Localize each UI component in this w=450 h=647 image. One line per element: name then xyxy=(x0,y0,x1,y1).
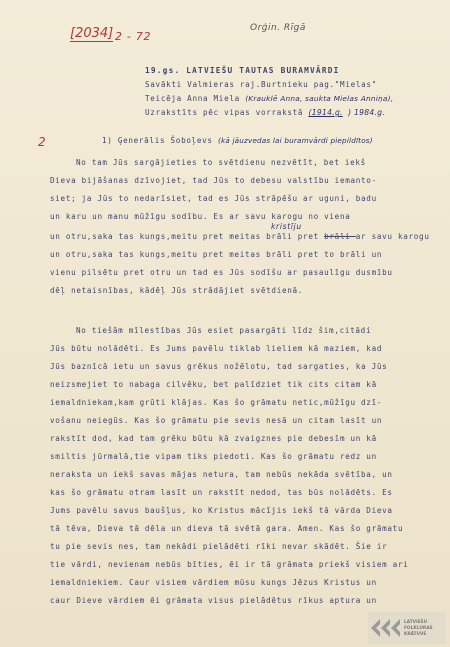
body-line: un otru,saka tas kungs,meitu pret meitas brāli pret brāli ar savu karogu xyxy=(50,232,430,241)
body-line: Jums pavēlu savus baušļus, ko Kristus mācījis iekš tā vārda Dieva xyxy=(50,506,393,515)
archive-code-stamp: [2034] xyxy=(70,26,114,41)
body-line: tu pie sevis nes, tam nekādi pielādēti rīki nevar skādēt. Šie ir xyxy=(50,542,388,551)
body-line: vienu pilsētu pret otru un tad es Jūs sodīšu ar pasaulīgu dusmību xyxy=(50,268,393,277)
body-line: iemaldniekam,kam grūti klājas. Kas šo grāmatu netic,mūžīgu dzī- xyxy=(50,398,383,407)
body-line: kas šo grāmatu otram lasīt un rakstīt nedod, tas būs nolādēts. Es xyxy=(50,488,393,497)
document-title: 19.gs. LATVIEŠU TAUTAS BURAMVĀRDI xyxy=(145,66,340,75)
body-line: un otru,saka tas kungs,meitu pret meitas brāli pret to brāli un xyxy=(50,250,383,259)
body-line: siet; ja Jūs to nedarīsiet, tad es Jūs strāpēšu ar uguni, badu xyxy=(50,194,377,203)
logo-line-2: FOLKLORAS xyxy=(404,626,433,631)
archive-logo xyxy=(368,612,446,644)
body-line: No tam Jūs sargājieties to svētdienu nezvētīt, bet iekš xyxy=(76,158,366,167)
body-line: un karu un manu mūžīgu sodību. Es ar savu karogu no viena xyxy=(50,212,351,221)
body-line: vošanu neiegūs. Kas šo grāmatu pie sevis nesā un citam lasīt un xyxy=(50,416,383,425)
body-line: Dieva bijāšanas dzīvojiet, tad Jūs to debesu valstību iemanto- xyxy=(50,176,377,185)
body-line: tā tēva, Dieva tā dēla un dieva tā svētā gara. Amen. Kas šo grāmatu xyxy=(50,524,404,533)
body-line: Jūs baznīcā ietu un savus grēkus nožēlotu, tad sargaties, ka Jūs xyxy=(50,362,388,371)
body-line: iemaldniekiem. Caur visiem vārdiem mūsu kungs Jēzus Kristus un xyxy=(50,578,377,587)
recorded-from: Uzrakstīts pēc vipas vorrakstā (1914.g. ) 1984.g. xyxy=(145,108,386,117)
collected-at: Savākti Valmieras raj.Burtnieku pag."Mielas" xyxy=(145,80,377,89)
body-line: dēļ netaisnības, kādēļ Jūs strādājiet svētdienā. xyxy=(50,286,304,295)
body-line: neizsmejiet to nabaga cilvēku, bet palīdziet tik cits citam kā xyxy=(50,380,377,389)
body-line: neraksta un iekš savas mājas netura, tam nebūs nekāda svētība, un xyxy=(50,470,393,479)
body-line: tie vārdi, nevienam nebūs bīties, ēi ir tā grāmata priekš visiem ari xyxy=(50,560,409,569)
body-line: caur Dieve vārdiem ēi grāmata visus pielādētus rīkus aptura un xyxy=(50,596,377,605)
origin-note: Orģin. Rīgā xyxy=(250,23,306,33)
informant: Teicēja Anna Miela (Krauklē Anna, saukta Mielas Anniņa), xyxy=(145,94,394,103)
handwritten-insertion: kristīju xyxy=(271,222,302,231)
body-line: smiltis jūrmalā,tie vipam tiks piedoti. Kas šo grāmatu redz un xyxy=(50,452,377,461)
body-line: No tiešām mīlestības Jūs esiet pasargāti līdz šim,citādi xyxy=(76,326,372,335)
margin-number: 2 xyxy=(38,135,47,149)
logo-line-1: LATVIEŠU xyxy=(404,620,428,625)
archive-page-number: 2 - 72 xyxy=(115,30,152,43)
logo-line-3: KRĀTUVE xyxy=(404,632,427,637)
section-heading: 1) Ģenerālis Šoboļevs (kā jāuzvedas lai buramvārdi piepildītos) xyxy=(102,136,373,145)
body-line: rakstīt dod, kad tam grēku būtu kā zvaigznes pie debesīm un kā xyxy=(50,434,377,443)
body-line: Jūs būtu nolādēti. Es Jums pavēlu tiklab lieliem kā maziem, kad xyxy=(50,344,383,353)
